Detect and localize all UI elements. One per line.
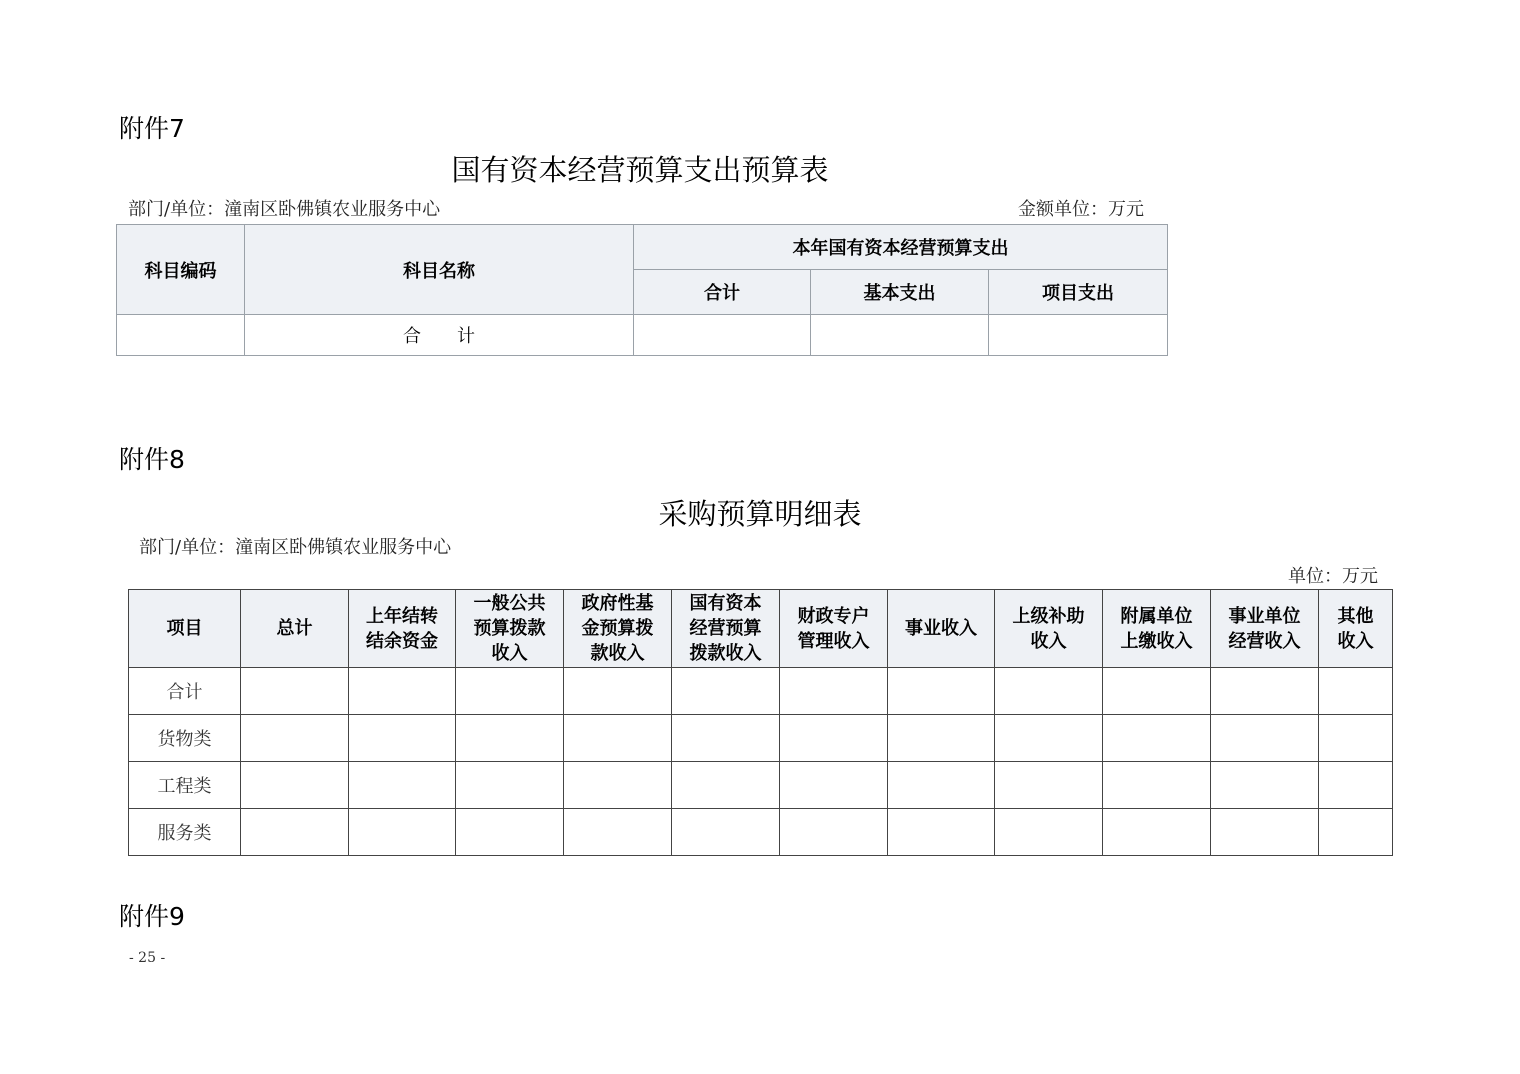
attachment-7-title: 国有资本经营预算支出预算表	[451, 153, 829, 187]
table-row	[129, 668, 1393, 715]
header-col-4: 政府性基 金预算拨 款收入	[564, 590, 672, 668]
table-cell	[241, 809, 349, 856]
table-cell	[995, 809, 1103, 856]
table-cell	[1211, 668, 1319, 715]
table-row	[129, 762, 1393, 809]
table-cell	[1103, 668, 1211, 715]
header-project: 项目支出	[989, 270, 1168, 315]
table-cell	[349, 715, 456, 762]
header-code: 科目编码	[117, 225, 245, 315]
header-col-0: 项目	[129, 590, 241, 668]
table-cell	[1319, 715, 1393, 762]
header-col-6: 财政专户 管理收入	[780, 590, 888, 668]
attachment-8-label: 附件8	[119, 445, 185, 474]
table-cell	[564, 809, 672, 856]
row-label: 合计	[129, 668, 241, 715]
header-name: 科目名称	[245, 225, 634, 315]
table-cell	[456, 762, 564, 809]
cell-total	[634, 315, 811, 356]
header-col-7: 事业收入	[888, 590, 995, 668]
table-row	[129, 715, 1393, 762]
header-group: 本年国有资本经营预算支出	[634, 225, 1168, 270]
table-cell	[456, 668, 564, 715]
header-col-5: 国有资本 经营预算 拨款收入	[672, 590, 780, 668]
row-label: 服务类	[129, 809, 241, 856]
attachment-7-dept: 部门/单位：潼南区卧佛镇农业服务中心	[128, 199, 441, 220]
table-cell	[456, 715, 564, 762]
table-cell	[672, 809, 780, 856]
attachment-7-label: 附件7	[119, 114, 185, 143]
table-cell	[888, 668, 995, 715]
row-label: 货物类	[129, 715, 241, 762]
table-cell	[1211, 809, 1319, 856]
header-col-2: 上年结转 结余资金	[349, 590, 456, 668]
table-cell	[780, 715, 888, 762]
table-cell	[1211, 762, 1319, 809]
table-cell	[1103, 809, 1211, 856]
table-cell	[995, 762, 1103, 809]
table-cell	[780, 762, 888, 809]
table-cell	[995, 668, 1103, 715]
attachment-8-unit: 单位：万元	[1288, 566, 1378, 587]
table-cell	[672, 762, 780, 809]
header-col-11: 其他 收入	[1319, 590, 1393, 668]
attachment-9-label: 附件9	[119, 902, 185, 931]
table-cell	[349, 809, 456, 856]
header-total: 合计	[634, 270, 811, 315]
attachment-8-title: 采购预算明细表	[658, 497, 862, 531]
table-cell	[1319, 809, 1393, 856]
table-cell	[672, 715, 780, 762]
table-row	[129, 809, 1393, 856]
table-cell	[888, 715, 995, 762]
table-cell	[241, 715, 349, 762]
table-cell	[241, 762, 349, 809]
table-cell	[1319, 762, 1393, 809]
table-row	[117, 315, 1168, 356]
procurement-budget-table	[128, 589, 1393, 856]
table-cell	[888, 809, 995, 856]
cell-basic	[811, 315, 989, 356]
state-capital-expense-table	[116, 224, 1168, 356]
table-cell	[349, 668, 456, 715]
table-cell	[456, 809, 564, 856]
header-basic: 基本支出	[811, 270, 989, 315]
table-cell	[241, 668, 349, 715]
table-cell	[1103, 762, 1211, 809]
cell-project	[989, 315, 1168, 356]
table-cell	[888, 762, 995, 809]
cell-code	[117, 315, 245, 356]
table-cell	[995, 715, 1103, 762]
table-cell	[780, 809, 888, 856]
table-cell	[780, 668, 888, 715]
table-cell	[672, 668, 780, 715]
header-col-8: 上级补助 收入	[995, 590, 1103, 668]
table-cell	[1103, 715, 1211, 762]
table-cell	[349, 762, 456, 809]
table-cell	[1211, 715, 1319, 762]
header-col-9: 附属单位 上缴收入	[1103, 590, 1211, 668]
attachment-7-unit: 金额单位：万元	[1018, 199, 1144, 220]
table-cell	[1319, 668, 1393, 715]
table-cell	[564, 668, 672, 715]
cell-name: 合 计	[245, 315, 634, 356]
header-col-10: 事业单位 经营收入	[1211, 590, 1319, 668]
table-cell	[564, 762, 672, 809]
header-col-1: 总计	[241, 590, 349, 668]
page-number: - 25 -	[129, 950, 166, 966]
row-label: 工程类	[129, 762, 241, 809]
table-cell	[564, 715, 672, 762]
attachment-8-dept: 部门/单位：潼南区卧佛镇农业服务中心	[139, 537, 452, 558]
header-col-3: 一般公共 预算拨款 收入	[456, 590, 564, 668]
